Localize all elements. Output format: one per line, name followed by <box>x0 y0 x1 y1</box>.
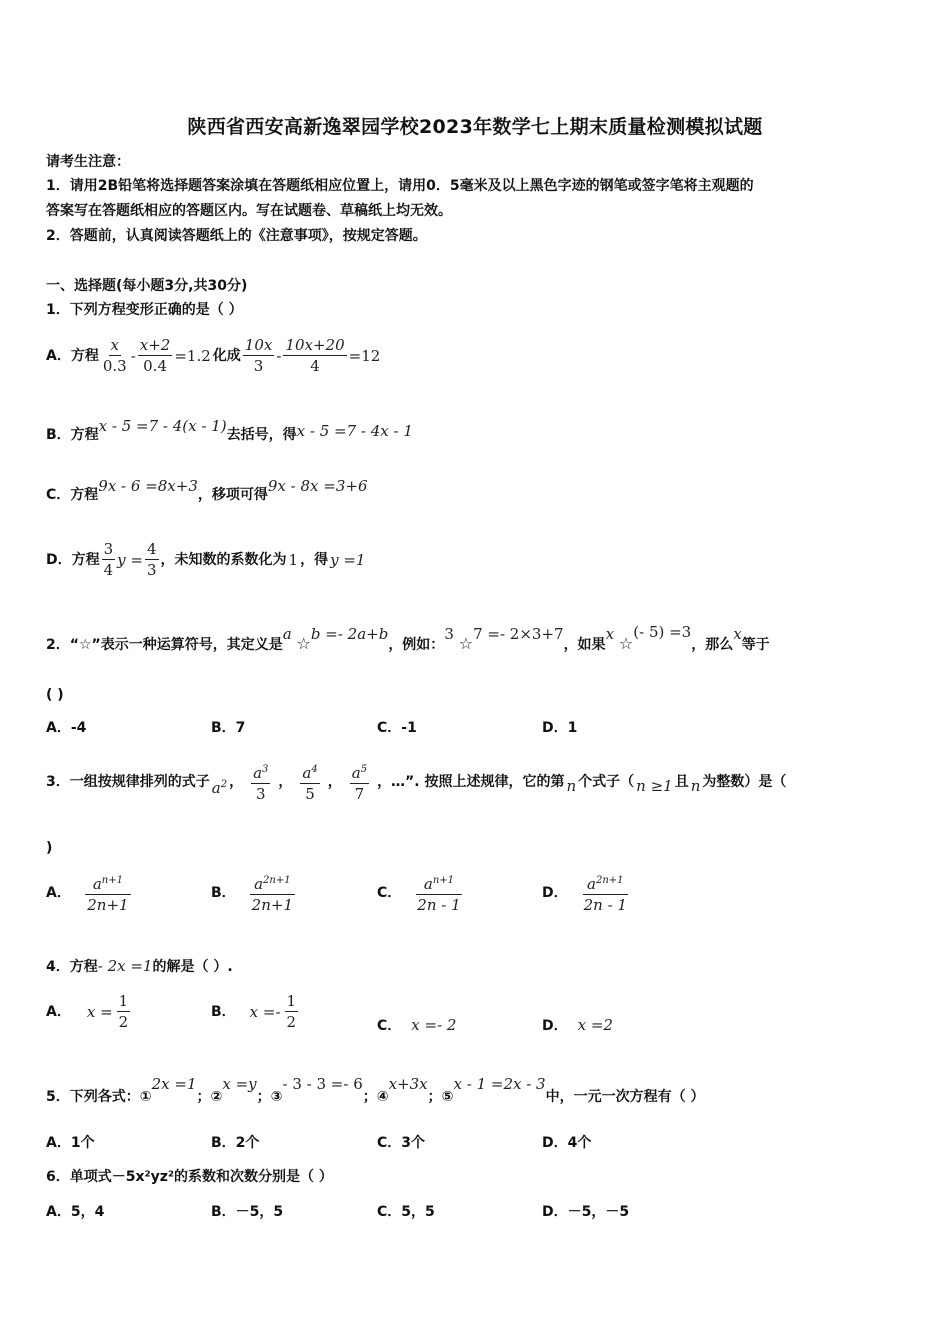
q5-e1: 2x =1 <box>151 1075 197 1093</box>
q1-a-eq2: =12 <box>348 346 381 365</box>
q2-option-a: A．-4 <box>46 720 87 736</box>
q5-option-b: B．2个 <box>211 1135 260 1151</box>
q1-d-mid2: ，得 <box>300 551 329 568</box>
q4-c-eq: x =- 2 <box>411 1016 457 1034</box>
q4-d-label: D． <box>542 1018 568 1034</box>
q1-option-c <box>46 477 368 505</box>
q1-a-minus: - <box>130 346 136 365</box>
notice-line-2: 答案写在答题纸相应的答题区内。写在试题卷、草稿纸上均无效。 <box>46 203 452 219</box>
q1-d-one: 1 <box>288 550 299 569</box>
q2-option-c: C．-1 <box>377 720 417 736</box>
q1-d-frac2: $\frac{4}{3}$ <box>146 540 157 579</box>
q4-b-x: x =- <box>249 1002 281 1021</box>
q3-text-2: ，…”. 按照上述规律，它的第 <box>377 774 565 790</box>
q3-option-a <box>46 872 131 914</box>
q3-d-frac: $\frac{a^{2n+1}}{2n - 1}$ <box>582 872 629 914</box>
q2-text-2: ，例如： <box>388 637 445 653</box>
q3-b-label: B． <box>211 885 236 901</box>
q1-stem: 1．下列方程变形正确的是（ ） <box>46 302 243 318</box>
q4-d-eq: x =2 <box>577 1016 613 1034</box>
q2-text-5: 等于 <box>741 637 770 653</box>
q3-d-label: D． <box>542 885 568 901</box>
q1-a-mid: 化成 <box>212 347 241 364</box>
q3-sep-3: ， <box>327 774 342 790</box>
q2-x2: x <box>733 625 742 643</box>
q1-b-mid: 去括号，得 <box>226 427 297 443</box>
q5-e4: x+3x <box>388 1075 428 1093</box>
q3-cond: n ≥1 <box>636 777 673 795</box>
star-icon: ☆ <box>296 634 311 653</box>
q5-text-1: 5．下列各式：① <box>46 1089 152 1105</box>
q1-option-d <box>46 540 365 579</box>
q1-c-label: C．方程 <box>46 487 99 503</box>
q6-option-b: B．－5，5 <box>211 1204 284 1220</box>
q3-frac-3: $\frac{a^5}{7}$ <box>350 761 369 803</box>
q4-a-frac: $\frac{1}{2}$ <box>118 992 129 1031</box>
q3-sep-2: ， <box>278 774 293 790</box>
q5-text-2: 中，一元一次方程有（ ） <box>545 1089 705 1105</box>
page-title: 陕西省西安高新逸翠园学校2023年数学七上期末质量检测模拟试题 <box>187 116 763 138</box>
q2-stem <box>46 623 770 655</box>
q3-frac-2: $\frac{a^4}{5}$ <box>300 761 319 803</box>
q3-option-d <box>542 872 629 914</box>
q5-sep-3: ；④ <box>362 1089 389 1105</box>
q1-a-minus2: - <box>276 346 282 365</box>
q5-sep-4: ；⑤ <box>427 1089 454 1105</box>
q5-option-a: A．1个 <box>46 1135 95 1151</box>
q2-a: a <box>282 625 292 643</box>
q2-x: x <box>605 625 615 643</box>
q5-option-d: D．4个 <box>542 1135 592 1151</box>
q1-b-eq1: x - 5 =7 - 4(x - 1) <box>98 417 227 435</box>
q5-option-c: C．3个 <box>377 1135 426 1151</box>
notice-line-1: 1．请用2B铅笔将选择题答案涂填在答题纸相应位置上，请用0．5毫米及以上黑色字迹的钢笔或签字笔将主观题的 <box>46 178 754 194</box>
section-heading: 一、选择题(每小题3分,共30分) <box>46 278 248 294</box>
q1-d-eq2: y =1 <box>330 550 366 569</box>
q6-option-c: C．5，5 <box>377 1204 435 1220</box>
q1-d-mid: ，未知数的系数化为 <box>160 551 287 568</box>
q4-text-1: 4．方程 <box>46 959 98 975</box>
q3-text-3: 个式子（ <box>578 774 635 790</box>
q3-close: ) <box>46 840 53 856</box>
q2-ex3: (- 5) =3 <box>633 623 692 641</box>
q2-text-4: ，那么 <box>691 637 734 653</box>
q4-eq: - 2x =1 <box>97 957 153 975</box>
q2-ex1: 3 <box>444 625 454 643</box>
q3-c-label: C． <box>377 885 402 901</box>
q1-option-a <box>46 336 380 375</box>
star-icon: ☆ <box>618 634 634 653</box>
q3-stem <box>46 754 786 810</box>
q5-e3: - 3 - 3 =- 6 <box>282 1075 363 1093</box>
q3-a-label: A． <box>46 885 71 901</box>
q3-term-1: $a^2$ <box>211 778 228 797</box>
q2-text-3: ，如果 <box>563 637 606 653</box>
q5-e5: x - 1 =2x - 3 <box>453 1075 546 1093</box>
q4-text-2: 的解是（ ）. <box>152 959 233 975</box>
q4-b-label: B． <box>211 1003 236 1020</box>
q2-paren: ( ) <box>46 687 64 703</box>
q4-option-c <box>377 1015 456 1036</box>
q1-d-label: D．方程 <box>46 551 100 568</box>
notice-heading: 请考生注意： <box>46 154 130 170</box>
q1-c-eq1: 9x - 6 =8x+3 <box>98 477 198 495</box>
q2-option-b: B．7 <box>211 720 246 736</box>
q4-option-b <box>211 992 298 1031</box>
q3-c-frac: $\frac{a^{n+1}}{2n - 1}$ <box>415 872 462 914</box>
q1-a-label: A．方程 <box>46 347 99 364</box>
q1-a-frac4: $\frac{10x+20}{4}$ <box>285 336 345 375</box>
q3-n2: n <box>690 777 701 795</box>
q1-a-frac3: $\frac{10x}{3}$ <box>244 336 273 375</box>
q6-option-d: D．－5，－5 <box>542 1204 630 1220</box>
q3-sep-1: ， <box>229 774 244 790</box>
q4-option-d <box>542 1015 613 1036</box>
q6-stem: 6．单项式－5x²yz²的系数和次数分别是（ ） <box>46 1169 333 1185</box>
q4-option-a <box>46 992 130 1031</box>
q2-ex2: 7 =- 2×3+7 <box>473 625 564 643</box>
q1-b-eq2: x - 5 =7 - 4x - 1 <box>296 422 413 440</box>
q3-n: n <box>566 777 577 795</box>
q1-d-y: y = <box>117 550 143 569</box>
q1-a-frac1: $\frac{x}{0.3}$ <box>102 336 127 375</box>
q4-a-x: x = <box>86 1002 113 1021</box>
star-icon: ☆ <box>458 634 474 653</box>
q3-option-b <box>211 872 295 914</box>
q3-text-4: 且 <box>674 774 689 790</box>
q5-sep-1: ；② <box>196 1089 223 1105</box>
q5-sep-2: ；③ <box>256 1089 283 1105</box>
q3-option-c <box>377 872 463 914</box>
q2-def: b =- 2a+b <box>310 625 389 643</box>
q3-b-frac: $\frac{a^{2n+1}}{2n+1}$ <box>250 872 295 914</box>
q2-option-d: D．1 <box>542 720 578 736</box>
q1-c-eq2: 9x - 8x =3+6 <box>267 477 368 495</box>
q1-b-label: B．方程 <box>46 427 99 443</box>
q1-option-b <box>46 417 413 445</box>
q1-c-mid: ，移项可得 <box>197 487 268 503</box>
q6-option-a: A．5，4 <box>46 1204 105 1220</box>
q4-a-label: A． <box>46 1003 71 1020</box>
q1-a-eq1: =1.2 <box>174 346 211 365</box>
q3-text-1: 3．一组按规律排列的式子 <box>46 774 210 790</box>
q4-stem <box>46 956 233 977</box>
q4-c-label: C． <box>377 1018 402 1034</box>
q5-e2: x =y <box>222 1075 257 1093</box>
q3-text-5: 为整数）是（ <box>702 774 787 790</box>
notice-line-3: 2．答题前，认真阅读答题纸上的《注意事项》，按规定答题。 <box>46 228 427 244</box>
q2-text-1: 2．“☆”表示一种运算符号，其定义是 <box>46 637 283 653</box>
q4-b-frac: $\frac{1}{2}$ <box>286 992 297 1031</box>
q3-frac-1: $\frac{a^3}{3}$ <box>251 761 270 803</box>
q1-d-frac1: $\frac{3}{4}$ <box>103 540 114 579</box>
q3-a-frac: $\frac{a^{n+1}}{2n+1}$ <box>85 872 131 914</box>
q5-stem <box>46 1075 705 1107</box>
q1-a-frac2: $\frac{x+2}{0.4}$ <box>139 336 171 375</box>
